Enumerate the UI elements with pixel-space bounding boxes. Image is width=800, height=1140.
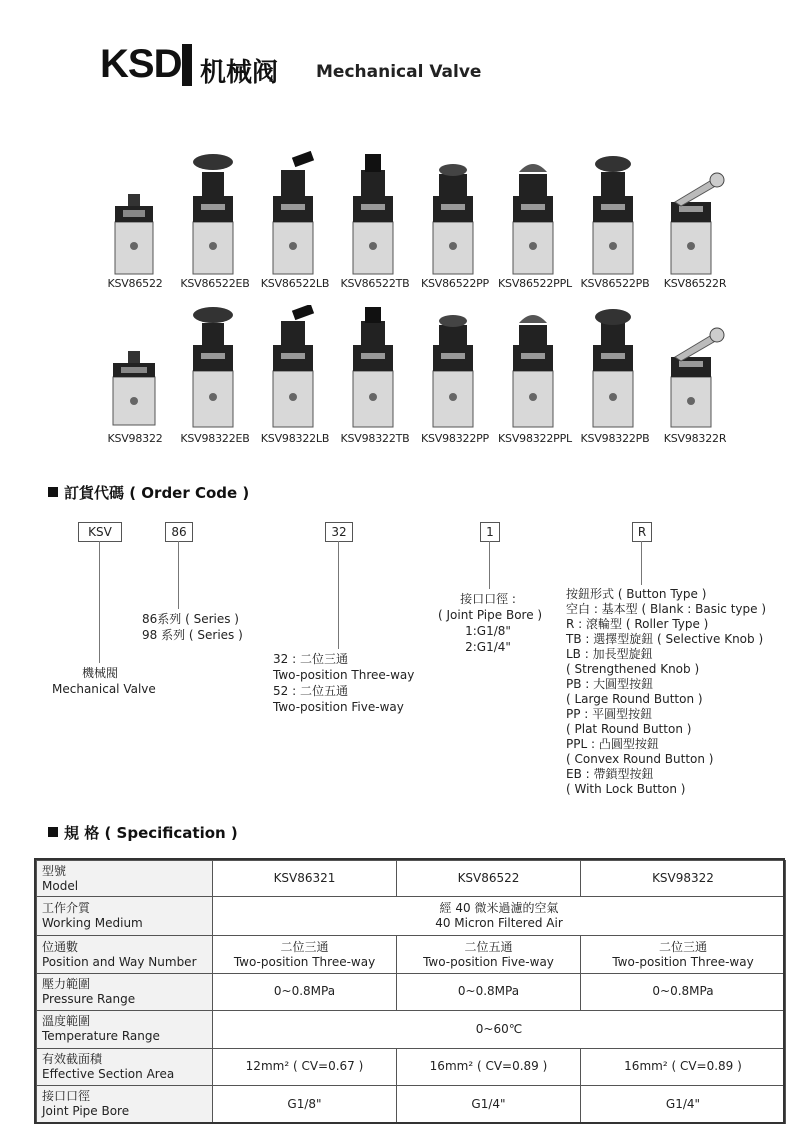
order-code-heading: 訂貨代碼 ( Order Code )	[48, 482, 249, 503]
valve-basic-image	[95, 150, 175, 275]
valve-lock-button-image	[175, 150, 255, 275]
valve-roller-image	[655, 150, 735, 275]
product-label: KSV86522EB	[180, 277, 250, 290]
table-row	[37, 1049, 786, 1085]
row-label-medium: 工作介質 Working Medium	[37, 897, 213, 935]
order-code-leader-line	[489, 541, 490, 589]
product-label: KSV98322	[107, 432, 163, 445]
table-cell: KSV86321	[213, 861, 397, 897]
product-cell	[415, 150, 495, 300]
row-label-section-area: 有效截面積 Effective Section Area	[37, 1049, 213, 1085]
product-cell	[335, 150, 415, 300]
valve-plat-round-button-image	[415, 305, 495, 430]
product-label: KSV98322PP	[421, 432, 489, 445]
table-cell: 0~0.8MPa	[397, 974, 581, 1010]
order-code-series-desc: 86系列 ( Series ) 98 系列 ( Series )	[142, 612, 243, 642]
order-code-box-series: 86	[165, 522, 193, 542]
product-label: KSV86522PB	[580, 277, 650, 290]
table-cell: G1/4"	[581, 1085, 786, 1123]
row-label-temperature: 溫度範圍 Temperature Range	[37, 1010, 213, 1048]
order-code-leader-line	[99, 541, 100, 663]
table-cell: 0~0.8MPa	[581, 974, 786, 1010]
valve-long-knob-image	[255, 305, 335, 430]
table-cell: 16mm² ( CV=0.89 )	[397, 1049, 581, 1085]
valve-convex-round-button-image	[495, 305, 575, 430]
table-cell: 0~60℃	[213, 1010, 786, 1048]
product-label: KSV98322EB	[180, 432, 250, 445]
order-code-leader-line	[641, 541, 642, 585]
row-label-pressure: 壓力範圍 Pressure Range	[37, 974, 213, 1010]
product-cell	[255, 305, 335, 455]
valve-long-knob-image	[255, 150, 335, 275]
product-cell	[575, 150, 655, 300]
product-label: KSV86522PPL	[498, 277, 572, 290]
header-divider-bar	[182, 44, 192, 86]
table-row	[37, 861, 786, 897]
bullet-square-icon	[48, 827, 58, 837]
bullet-square-icon	[48, 487, 58, 497]
product-label: KSV86522R	[663, 277, 727, 290]
valve-basic-image	[95, 305, 175, 430]
row-label-way: 位通數 Position and Way Number	[37, 935, 213, 973]
product-label: KSV86522TB	[340, 277, 410, 290]
product-label: KSV98322R	[663, 432, 727, 445]
product-cell	[175, 150, 255, 300]
table-row	[37, 897, 786, 935]
product-label: KSV98322TB	[340, 432, 410, 445]
table-cell: G1/8"	[213, 1085, 397, 1123]
order-code-leader-line	[178, 541, 179, 609]
table-cell: 二位三通 Two-position Three-way	[581, 935, 786, 973]
order-code-way-desc: 32 : 二位三通 Two-position Three-way 52 : 二位五通 Two-position Five-way	[273, 652, 415, 714]
valve-roller-image	[655, 305, 735, 430]
page-title-en: Mechanical Valve	[316, 62, 482, 82]
product-label: KSV86522PP	[421, 277, 489, 290]
order-code-box-button: R	[632, 522, 652, 542]
table-cell: 二位五通 Two-position Five-way	[397, 935, 581, 973]
order-code-box-way: 32	[325, 522, 353, 542]
product-cell	[655, 305, 735, 455]
product-cell	[575, 305, 655, 455]
table-row	[37, 935, 786, 973]
product-label: KSV98322LB	[260, 432, 330, 445]
product-cell	[95, 150, 175, 300]
table-row	[37, 974, 786, 1010]
row-label-model: 型號 Model	[37, 861, 213, 897]
table-cell: G1/4"	[397, 1085, 581, 1123]
valve-large-round-button-image	[575, 150, 655, 275]
specification-heading: 規 格 ( Specification )	[48, 822, 238, 843]
table-cell: 0~0.8MPa	[213, 974, 397, 1010]
table-row	[37, 1010, 786, 1048]
product-cell	[95, 305, 175, 455]
product-cell	[655, 150, 735, 300]
valve-convex-round-button-image	[495, 150, 575, 275]
product-cell	[495, 305, 575, 455]
product-cell	[255, 150, 335, 300]
row-label-pipe-bore: 接口口徑 Joint Pipe Bore	[37, 1085, 213, 1123]
product-cell	[495, 150, 575, 300]
product-row-1	[95, 150, 735, 300]
table-cell: 經 40 微米過濾的空氣 40 Micron Filtered Air	[213, 897, 786, 935]
table-cell: 二位三通 Two-position Three-way	[213, 935, 397, 973]
valve-large-round-button-image	[575, 305, 655, 430]
table-cell: 12mm² ( CV=0.67 )	[213, 1049, 397, 1085]
product-cell	[415, 305, 495, 455]
order-code-button-desc: 按鈕形式 ( Button Type ) 空白 : 基本型 ( Blank : Basic type ) R : 滾輪型 ( Roller Type ) TB : 選擇型旋鈕 ( Selective Knob ) LB : 加長型旋鈕 ( Strengthened Knob ) PB : 大圓型按鈕 ( Large Round Button ) PP : 平圓型按鈕 ( Plat Round Button ) PPL : 凸圓型按鈕 ( Convex Round Button ) EB : 帶鎖型按鈕 ( With Lock Button )	[566, 587, 767, 796]
product-label: KSV98322PB	[580, 432, 650, 445]
order-code-bore-desc: 接口口徑 : ( Joint Pipe Bore ) 1:G1/8" 2:G1/4"	[438, 592, 543, 654]
table-cell: KSV86522	[397, 861, 581, 897]
brand-logo: KSD	[100, 42, 182, 86]
product-cell	[335, 305, 415, 455]
valve-selective-knob-image	[335, 150, 415, 275]
product-row-2	[95, 305, 735, 455]
table-cell: 16mm² ( CV=0.89 )	[581, 1049, 786, 1085]
page-title-cn: 机械阀	[200, 58, 279, 88]
product-label: KSV86522	[107, 277, 163, 290]
valve-selective-knob-image	[335, 305, 415, 430]
order-code-box-bore: 1	[480, 522, 500, 542]
order-code-leader-line	[338, 541, 339, 649]
product-label: KSV86522LB	[260, 277, 330, 290]
table-cell: KSV98322	[581, 861, 786, 897]
product-cell	[175, 305, 255, 455]
order-code-ksv-desc: 機械閥 Mechanical Valve	[52, 666, 156, 696]
order-code-box-ksv: KSV	[78, 522, 122, 542]
valve-lock-button-image	[175, 305, 255, 430]
specification-table	[36, 860, 785, 1124]
valve-plat-round-button-image	[415, 150, 495, 275]
product-label: KSV98322PPL	[498, 432, 572, 445]
table-row	[37, 1085, 786, 1123]
